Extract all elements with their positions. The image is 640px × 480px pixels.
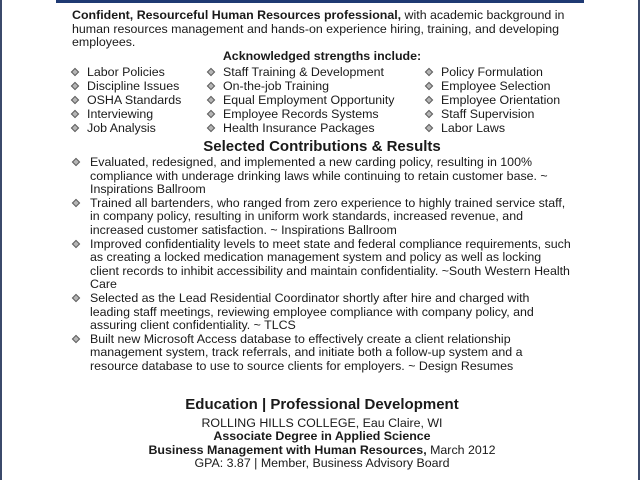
summary-paragraph bbox=[72, 9, 572, 50]
strength-item bbox=[208, 65, 395, 79]
contributions-heading: Selected Contributions & Results bbox=[203, 138, 441, 156]
strengths-title: Acknowledged strengths include: bbox=[222, 48, 422, 63]
education-section bbox=[72, 398, 572, 471]
diamond-bullet-icon bbox=[72, 239, 80, 247]
strengths-column-1 bbox=[72, 65, 181, 135]
strength-item bbox=[426, 93, 560, 107]
strength-label: Employee Records Systems bbox=[223, 107, 379, 122]
education-date: March 2012 bbox=[426, 442, 496, 457]
diamond-bullet-icon bbox=[71, 82, 79, 90]
diamond-bullet-icon bbox=[72, 199, 80, 207]
contribution-item bbox=[72, 156, 572, 197]
strengths-grid bbox=[72, 65, 572, 135]
education-gpa: GPA: 3.87 | Member, Business Advisory Board bbox=[194, 456, 450, 471]
diamond-bullet-icon bbox=[425, 68, 433, 76]
diamond-bullet-icon bbox=[425, 96, 433, 104]
resume-body bbox=[72, 9, 572, 373]
contribution-text: Trained all bartenders, who ranged from zero experience to highly trained service staff, in company policy, resulting in uniform work standards, increased revenue, and increased customer satisfaction. ~ Inspirations Ballroom bbox=[90, 195, 566, 237]
strength-item bbox=[72, 121, 181, 135]
strength-item bbox=[72, 107, 181, 121]
diamond-bullet-icon bbox=[71, 110, 79, 118]
diamond-bullet-icon bbox=[72, 334, 80, 342]
diamond-bullet-icon bbox=[71, 68, 79, 76]
diamond-bullet-icon bbox=[207, 68, 215, 76]
strength-item bbox=[72, 65, 181, 79]
strength-item bbox=[426, 79, 560, 93]
contribution-item bbox=[72, 333, 572, 374]
strength-item bbox=[208, 121, 395, 135]
diamond-bullet-icon bbox=[207, 82, 215, 90]
contribution-item bbox=[72, 292, 572, 333]
strength-label: Equal Employment Opportunity bbox=[223, 93, 395, 108]
strength-label: On-the-job Training bbox=[223, 79, 330, 94]
diamond-bullet-icon bbox=[71, 124, 79, 132]
strength-label: Interviewing bbox=[87, 107, 154, 122]
diamond-bullet-icon bbox=[425, 124, 433, 132]
summary-lead: Confident, Resourceful Human Resources professional, bbox=[72, 8, 402, 22]
strength-item bbox=[208, 79, 395, 93]
strengths-column-3 bbox=[426, 65, 560, 135]
strength-label: Policy Formulation bbox=[441, 65, 543, 80]
contribution-text: Selected as the Lead Residential Coordinator shortly after hire and charged with leading staff meetings, reviewing employee compliance with company policy, and assuring client confidentiality. ~ TLCS bbox=[90, 290, 534, 333]
contribution-text: Built new Microsoft Access database to effectively create a client relationship management system, track referrals, and initiate both a follow-up system and a resource database to use to source clients for employers. ~ Design Resumes bbox=[90, 331, 523, 373]
strength-label: OSHA Standards bbox=[87, 93, 182, 108]
strength-item bbox=[426, 107, 560, 121]
contribution-text: Evaluated, redesigned, and implemented a new carding policy, resulting in 100% compliance with underage drinking laws while continuing to retain customer base. ~ Inspirations Ballroom bbox=[90, 154, 548, 197]
strength-item bbox=[208, 107, 395, 121]
contribution-item bbox=[72, 197, 572, 238]
contributions-list bbox=[72, 156, 572, 374]
strength-label: Employee Orientation bbox=[441, 93, 561, 108]
summary-text: with academic background in human resources management and hands-on experience hiring, training, and developing employees. bbox=[72, 8, 565, 50]
education-major-line bbox=[72, 444, 572, 458]
contribution-text: Improved confidentiality levels to meet state and federal compliance requirements, such as creating a locked medication management system and policy as well as locking client records to inhibit accessibility and maintain confidentiality. ~South Western Health Care bbox=[90, 236, 571, 292]
diamond-bullet-icon bbox=[72, 294, 80, 302]
strength-item bbox=[72, 93, 181, 107]
diamond-bullet-icon bbox=[71, 96, 79, 104]
strength-label: Staff Training & Development bbox=[223, 65, 384, 80]
strength-label: Discipline Issues bbox=[87, 79, 180, 94]
education-school: ROLLING HILLS COLLEGE, Eau Claire, WI bbox=[201, 415, 443, 430]
strength-label: Health Insurance Packages bbox=[223, 121, 375, 136]
strength-item bbox=[72, 79, 181, 93]
diamond-bullet-icon bbox=[207, 110, 215, 118]
diamond-bullet-icon bbox=[425, 82, 433, 90]
education-heading: Education | Professional Development bbox=[185, 396, 459, 413]
strength-label: Labor Laws bbox=[441, 121, 506, 136]
education-degree: Associate Degree in Applied Science bbox=[213, 429, 431, 444]
education-major: Business Management with Human Resources, bbox=[148, 442, 427, 457]
strength-label: Employee Selection bbox=[441, 79, 551, 94]
strength-item bbox=[426, 65, 560, 79]
diamond-bullet-icon bbox=[72, 158, 80, 166]
page-left-border bbox=[0, 0, 2, 480]
diamond-bullet-icon bbox=[207, 96, 215, 104]
strength-item bbox=[426, 121, 560, 135]
strength-item bbox=[208, 93, 395, 107]
diamond-bullet-icon bbox=[425, 110, 433, 118]
contribution-item bbox=[72, 238, 572, 292]
strength-label: Job Analysis bbox=[87, 121, 156, 136]
strength-label: Staff Supervision bbox=[441, 107, 535, 122]
strength-label: Labor Policies bbox=[87, 65, 165, 80]
header-accent-bar bbox=[56, 0, 584, 3]
strengths-column-2 bbox=[208, 65, 395, 135]
diamond-bullet-icon bbox=[207, 124, 215, 132]
